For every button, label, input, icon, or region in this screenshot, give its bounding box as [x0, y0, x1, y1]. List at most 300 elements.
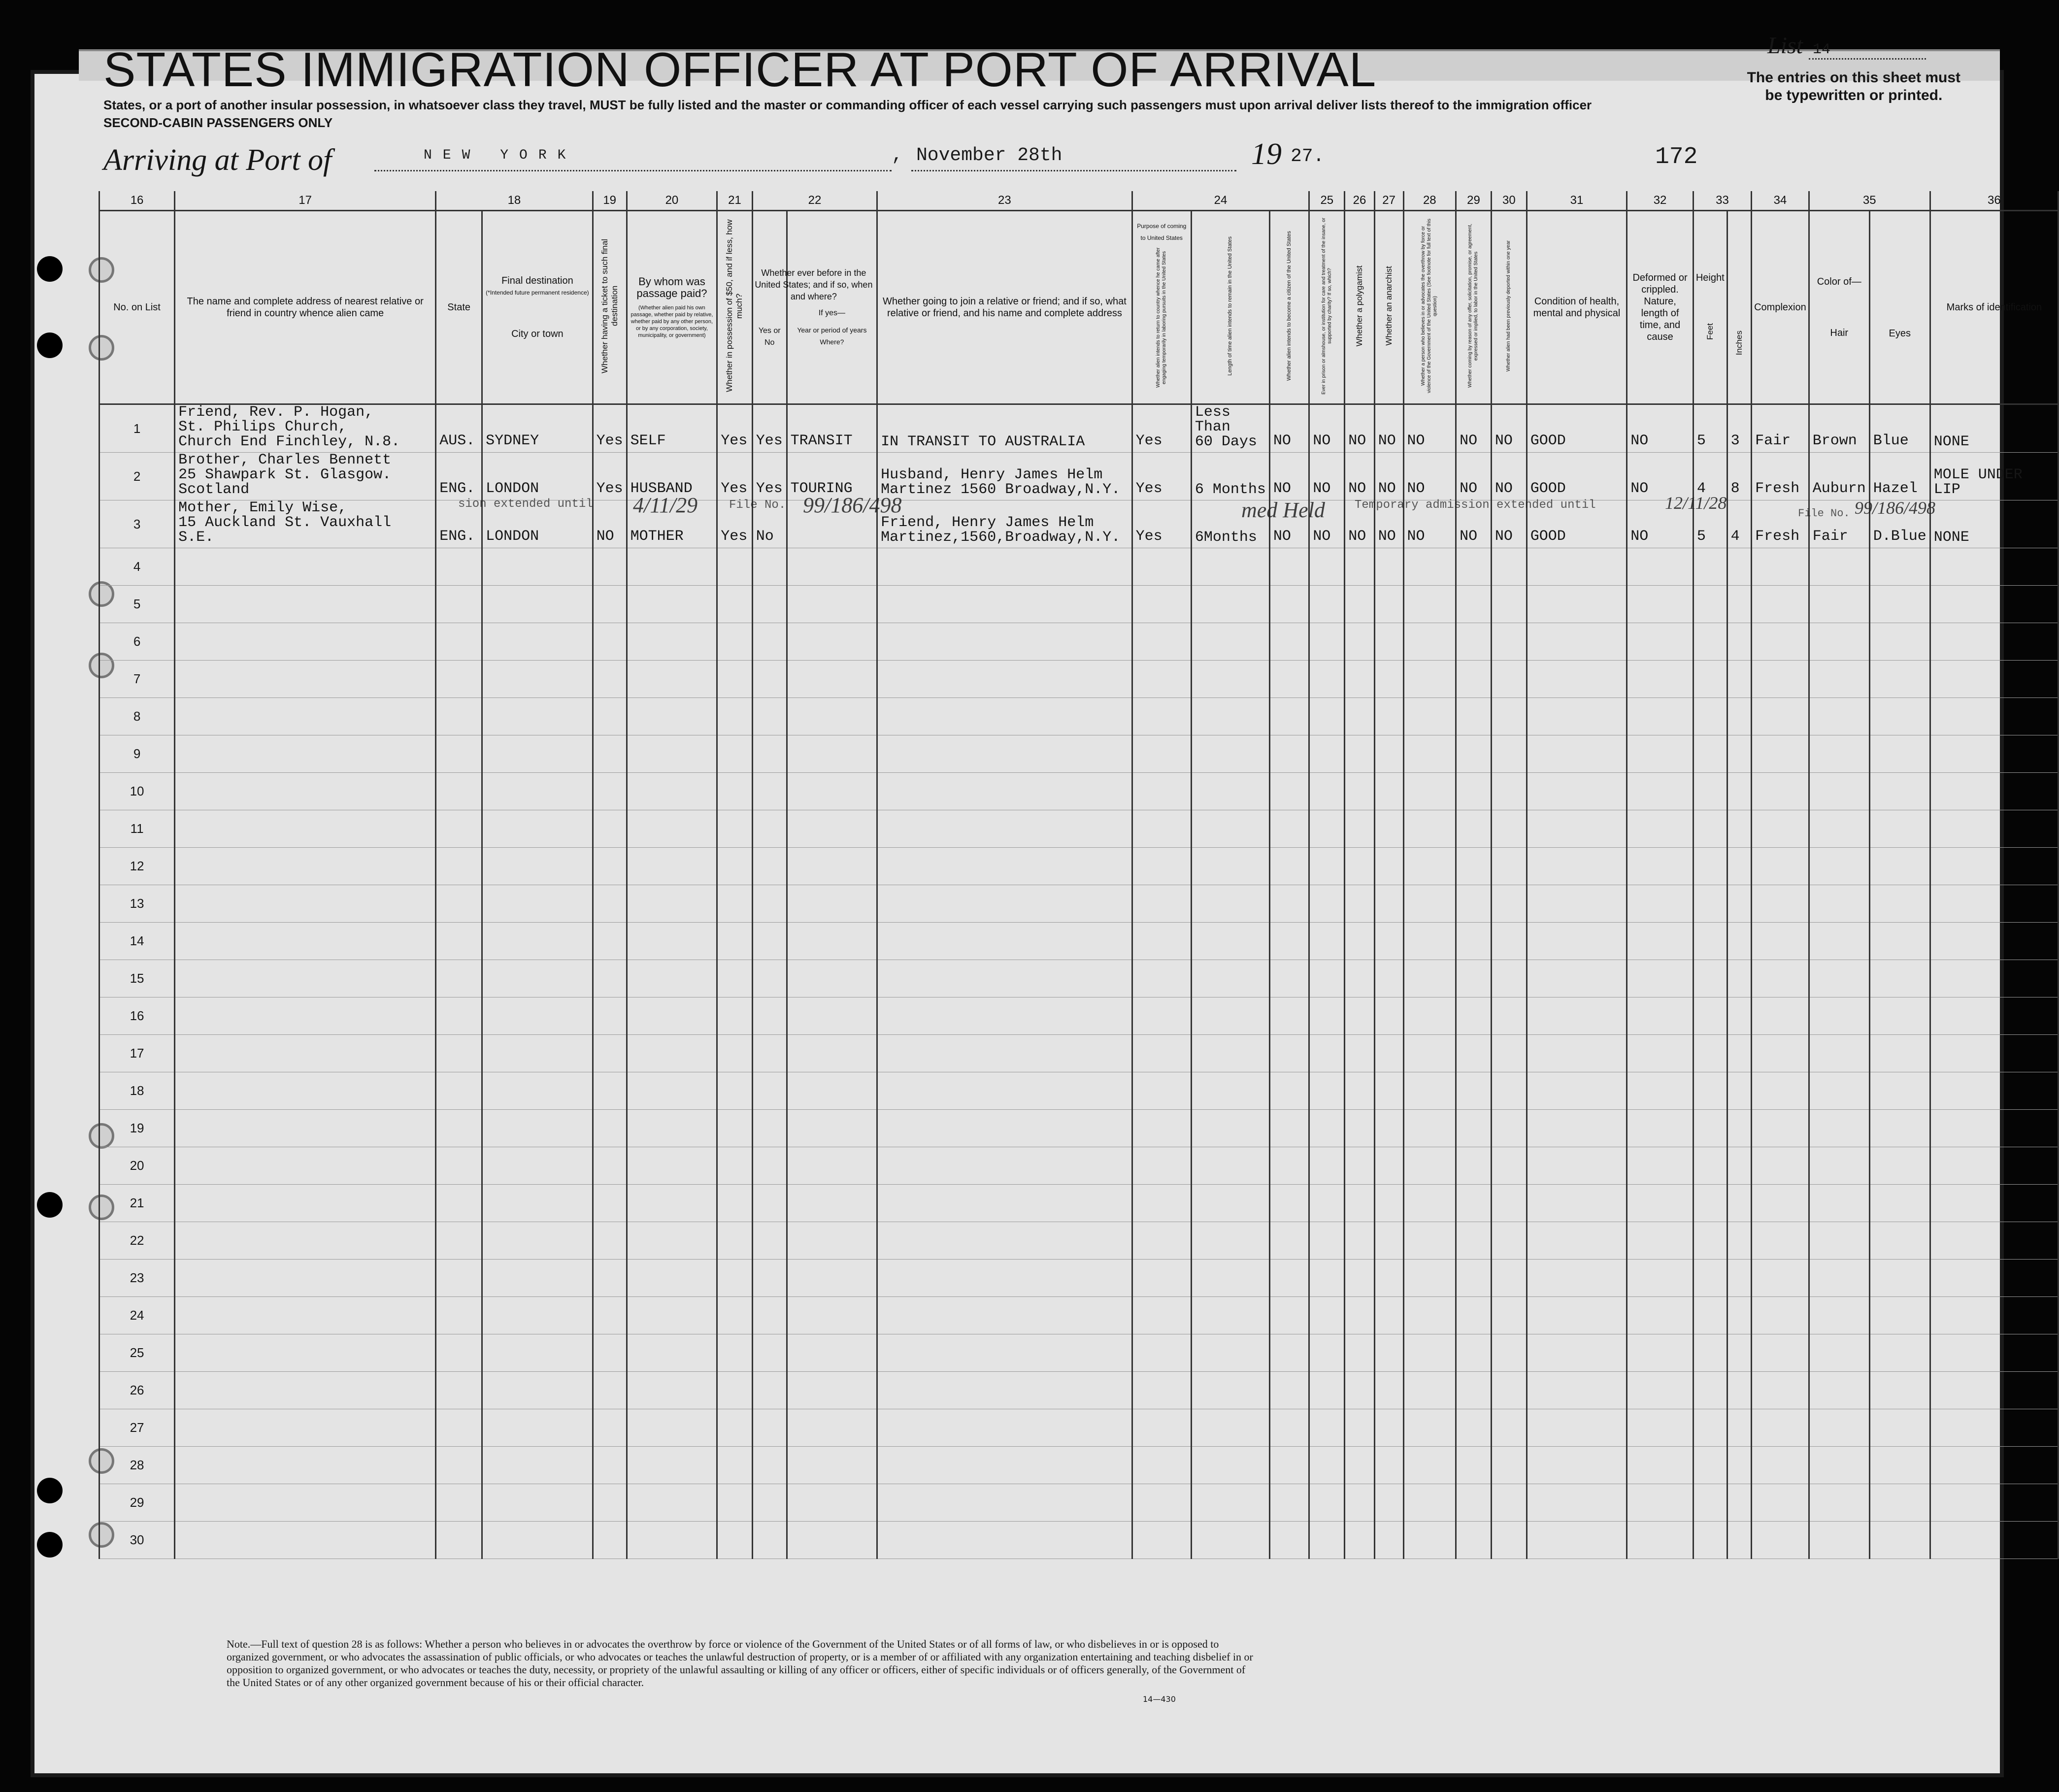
- manifest-row: [100, 404, 2059, 453]
- cell-polygamist: NO: [1345, 453, 1375, 500]
- empty-cell: [1869, 735, 1930, 773]
- empty-cell: [627, 997, 717, 1035]
- empty-cell: [1403, 1035, 1456, 1072]
- empty-cell: [1627, 1484, 1694, 1522]
- empty-cell: [1869, 1260, 1930, 1297]
- stamp-extension-left: sion extended until: [458, 498, 593, 511]
- header-fifty-dollars-label: Whether in possession of $50, and if less, how much?: [725, 219, 744, 393]
- year-prefix: 19: [1251, 137, 1282, 171]
- line-number: 25: [100, 1334, 175, 1372]
- empty-manifest-row: [100, 1072, 2059, 1110]
- empty-cell: [1345, 623, 1375, 661]
- empty-cell: [1809, 810, 1869, 848]
- empty-cell: [877, 1147, 1132, 1185]
- empty-cell: [1627, 548, 1694, 586]
- empty-cell: [1809, 1409, 1869, 1447]
- empty-cell: [1132, 548, 1191, 586]
- cell-state: ENG.: [436, 453, 482, 500]
- empty-cell: [482, 1372, 593, 1409]
- header-height-feet: [1693, 211, 1727, 404]
- empty-cell: [1191, 923, 1269, 960]
- empty-cell: [175, 698, 436, 735]
- empty-cell: [1869, 1522, 1930, 1559]
- empty-cell: [877, 698, 1132, 735]
- empty-cell: [593, 1297, 627, 1334]
- col-number-18: 18: [436, 191, 593, 211]
- empty-cell: [1309, 810, 1345, 848]
- empty-cell: [1809, 848, 1869, 885]
- empty-cell: [482, 1334, 593, 1372]
- empty-cell: [1456, 661, 1492, 698]
- empty-cell: [436, 661, 482, 698]
- header-polygamist-label: Whether a polygamist: [1354, 265, 1364, 347]
- empty-cell: [1693, 1484, 1727, 1522]
- empty-cell: [717, 1147, 753, 1185]
- empty-cell: [1752, 548, 1809, 586]
- empty-cell: [482, 735, 593, 773]
- empty-cell: [1345, 548, 1375, 586]
- empty-cell: [752, 1334, 787, 1372]
- header-feet-label: Feet: [1705, 323, 1715, 340]
- empty-cell: [593, 586, 627, 623]
- empty-cell: [1809, 1447, 1869, 1484]
- empty-cell: [1269, 1334, 1309, 1372]
- empty-cell: [175, 1484, 436, 1522]
- empty-cell: [1191, 661, 1269, 698]
- empty-cell: [1752, 1409, 1809, 1447]
- cell-polygamist: NO: [1345, 404, 1375, 453]
- empty-manifest-row: [100, 1522, 2059, 1559]
- line-number: 19: [100, 1110, 175, 1147]
- empty-cell: [1727, 1035, 1751, 1072]
- empty-cell: [1403, 1522, 1456, 1559]
- empty-cell: [627, 661, 717, 698]
- empty-manifest-row: [100, 1334, 2059, 1372]
- empty-cell: [1491, 1185, 1527, 1222]
- cell-ticket: Yes: [593, 453, 627, 500]
- empty-cell: [1627, 735, 1694, 773]
- stamp-file-label-left: File No.: [729, 498, 786, 512]
- empty-cell: [1191, 848, 1269, 885]
- empty-cell: [1930, 1222, 2058, 1260]
- empty-cell: [1403, 848, 1456, 885]
- header-joining: Whether going to join a relative or friend; and if so, what relative or friend, and his name and complete address: [877, 211, 1132, 404]
- empty-cell: [1930, 1035, 2058, 1072]
- empty-cell: [1693, 735, 1727, 773]
- cell-inches: 3: [1727, 404, 1751, 453]
- empty-cell: [482, 1072, 593, 1110]
- empty-cell: [717, 623, 753, 661]
- header-no-on-list: No. on List: [100, 211, 175, 404]
- empty-cell: [1403, 586, 1456, 623]
- empty-cell: [1269, 1035, 1309, 1072]
- cell-q28: NO: [1403, 453, 1456, 500]
- empty-cell: [1403, 1222, 1456, 1260]
- empty-cell: [1869, 698, 1930, 735]
- empty-cell: [1403, 1297, 1456, 1334]
- empty-cell: [175, 1072, 436, 1110]
- empty-cell: [1345, 661, 1375, 698]
- empty-cell: [1869, 1222, 1930, 1260]
- empty-cell: [787, 1222, 877, 1260]
- cell-marks: MOLE UNDER LIP: [1930, 453, 2058, 500]
- empty-cell: [1930, 1447, 2058, 1484]
- empty-cell: [1527, 1147, 1627, 1185]
- cell-city: LONDON: [482, 453, 593, 500]
- empty-cell: [877, 586, 1132, 623]
- empty-cell: [1309, 997, 1345, 1035]
- empty-cell: [1345, 997, 1375, 1035]
- empty-cell: [593, 661, 627, 698]
- empty-cell: [1527, 1372, 1627, 1409]
- empty-cell: [1403, 623, 1456, 661]
- empty-cell: [436, 997, 482, 1035]
- binder-hole: [37, 256, 63, 282]
- empty-cell: [787, 735, 877, 773]
- empty-cell: [482, 1484, 593, 1522]
- empty-cell: [1309, 623, 1345, 661]
- empty-cell: [436, 1447, 482, 1484]
- header-marks: Marks of identification: [1930, 211, 2058, 404]
- empty-cell: [787, 960, 877, 997]
- empty-cell: [1930, 1484, 2058, 1522]
- empty-cell: [1752, 997, 1809, 1035]
- empty-cell: [787, 1447, 877, 1484]
- cell-feet: 5: [1693, 500, 1727, 548]
- empty-cell: [877, 1447, 1132, 1484]
- empty-cell: [1809, 1334, 1869, 1372]
- empty-cell: [1374, 997, 1403, 1035]
- empty-cell: [175, 848, 436, 885]
- empty-cell: [1309, 1372, 1345, 1409]
- empty-cell: [787, 623, 877, 661]
- header-deformed: Deformed or crippled. Nature, length of time, and cause: [1627, 211, 1694, 404]
- header-state: [436, 211, 482, 404]
- empty-cell: [787, 1297, 877, 1334]
- empty-cell: [1527, 1222, 1627, 1260]
- empty-cell: [752, 1522, 787, 1559]
- empty-cell: [1269, 997, 1309, 1035]
- empty-cell: [1345, 960, 1375, 997]
- empty-cell: [1374, 1522, 1403, 1559]
- empty-manifest-row: [100, 1222, 2059, 1260]
- cell-before-yn: No: [752, 500, 787, 548]
- empty-cell: [1403, 1110, 1456, 1147]
- empty-cell: [1752, 773, 1809, 810]
- header-citizen-label: Whether alien intends to become a citizen of the United States: [1286, 231, 1293, 381]
- empty-cell: [627, 1334, 717, 1372]
- empty-cell: [1627, 1110, 1694, 1147]
- empty-cell: [1627, 623, 1694, 661]
- header-prison: [1309, 211, 1345, 404]
- empty-cell: [1930, 1334, 2058, 1372]
- empty-cell: [1491, 623, 1527, 661]
- empty-cell: [482, 1185, 593, 1222]
- empty-cell: [1869, 1409, 1930, 1447]
- empty-cell: [1693, 698, 1727, 735]
- cell-inches: 4: [1727, 500, 1751, 548]
- empty-cell: [1930, 1110, 2058, 1147]
- empty-cell: [1345, 1222, 1375, 1260]
- empty-cell: [627, 1185, 717, 1222]
- empty-cell: [752, 623, 787, 661]
- empty-cell: [1456, 735, 1492, 773]
- empty-cell: [1491, 1260, 1527, 1297]
- empty-cell: [627, 623, 717, 661]
- empty-cell: [1752, 923, 1809, 960]
- empty-cell: [1456, 1409, 1492, 1447]
- empty-cell: [1491, 810, 1527, 848]
- empty-cell: [752, 848, 787, 885]
- empty-cell: [1456, 1110, 1492, 1147]
- empty-cell: [1869, 1110, 1930, 1147]
- empty-cell: [1456, 1185, 1492, 1222]
- cell-relative: Mother, Emily Wise, 15 Auckland St. Vauxhall S.E.: [175, 500, 436, 548]
- empty-cell: [787, 661, 877, 698]
- col-number-19: 19: [593, 191, 627, 211]
- empty-manifest-row: [100, 1110, 2059, 1147]
- empty-cell: [1269, 1484, 1309, 1522]
- empty-cell: [1191, 1147, 1269, 1185]
- empty-cell: [1374, 810, 1403, 848]
- empty-cell: [1752, 810, 1809, 848]
- col-number-20: 20: [627, 191, 717, 211]
- line-number: 29: [100, 1484, 175, 1522]
- empty-cell: [1345, 1035, 1375, 1072]
- empty-cell: [1132, 1147, 1191, 1185]
- col-number-35: 35: [1809, 191, 1930, 211]
- empty-cell: [752, 923, 787, 960]
- empty-cell: [1456, 885, 1492, 923]
- empty-cell: [1693, 1409, 1727, 1447]
- empty-cell: [1374, 1372, 1403, 1409]
- form-number: 14—430: [1143, 1694, 1176, 1704]
- empty-cell: [1132, 1297, 1191, 1334]
- empty-cell: [1269, 1522, 1309, 1559]
- empty-cell: [436, 1147, 482, 1185]
- empty-cell: [1693, 623, 1727, 661]
- empty-cell: [482, 810, 593, 848]
- empty-cell: [1527, 623, 1627, 661]
- empty-cell: [1309, 923, 1345, 960]
- empty-cell: [1627, 1222, 1694, 1260]
- empty-cell: [593, 885, 627, 923]
- empty-cell: [1309, 1222, 1345, 1260]
- date-value: November 28th: [916, 145, 1063, 166]
- empty-cell: [1309, 960, 1345, 997]
- empty-cell: [1309, 1484, 1345, 1522]
- header-before-us-label: Whether ever before in the United States; and if so, when and where?: [755, 268, 873, 301]
- empty-cell: [1374, 1447, 1403, 1484]
- empty-cell: [1930, 735, 2058, 773]
- empty-cell: [1809, 586, 1869, 623]
- empty-cell: [877, 1185, 1132, 1222]
- empty-cell: [1869, 1447, 1930, 1484]
- intro-line-1: States, or a port of another insular possession, in whatsoever class they travel, MUST be fully listed and the master or commanding officer of each vessel carrying such passengers must upon arrival deliver lists thereof to the immigration officer: [103, 98, 1592, 112]
- empty-cell: [877, 1072, 1132, 1110]
- empty-cell: [1527, 661, 1627, 698]
- empty-cell: [1456, 1147, 1492, 1185]
- cell-no: 3: [100, 500, 175, 548]
- empty-cell: [1345, 885, 1375, 923]
- empty-cell: [1527, 1035, 1627, 1072]
- empty-cell: [1403, 1260, 1456, 1297]
- empty-cell: [593, 960, 627, 997]
- cell-feet: 5: [1693, 404, 1727, 453]
- empty-cell: [175, 810, 436, 848]
- cell-hair: Fair: [1809, 500, 1869, 548]
- empty-cell: [1374, 1147, 1403, 1185]
- empty-cell: [1627, 1447, 1694, 1484]
- intro-line-2: SECOND-CABIN PASSENGERS ONLY: [103, 115, 333, 130]
- empty-cell: [717, 1222, 753, 1260]
- empty-cell: [1403, 885, 1456, 923]
- empty-manifest-row: [100, 1260, 2059, 1297]
- empty-cell: [1727, 1147, 1751, 1185]
- empty-cell: [593, 698, 627, 735]
- empty-cell: [1869, 1372, 1930, 1409]
- empty-cell: [1752, 735, 1809, 773]
- empty-cell: [1374, 586, 1403, 623]
- empty-cell: [436, 623, 482, 661]
- empty-cell: [752, 1260, 787, 1297]
- empty-cell: [1869, 885, 1930, 923]
- manifest-row: [100, 500, 2059, 548]
- empty-cell: [1930, 1297, 2058, 1334]
- empty-cell: [1930, 997, 2058, 1035]
- empty-cell: [1132, 1222, 1191, 1260]
- empty-cell: [1309, 698, 1345, 735]
- empty-cell: [436, 773, 482, 810]
- empty-cell: [436, 1484, 482, 1522]
- empty-cell: [1374, 1484, 1403, 1522]
- empty-cell: [1191, 1297, 1269, 1334]
- empty-cell: [482, 1222, 593, 1260]
- empty-cell: [593, 1110, 627, 1147]
- empty-cell: [1345, 1260, 1375, 1297]
- empty-cell: [1693, 1447, 1727, 1484]
- cell-deformed: NO: [1627, 453, 1694, 500]
- empty-cell: [1527, 1260, 1627, 1297]
- empty-cell: [1809, 1372, 1869, 1409]
- binder-hole: [37, 1478, 63, 1503]
- empty-cell: [1374, 1185, 1403, 1222]
- empty-cell: [717, 548, 753, 586]
- empty-cell: [1809, 773, 1869, 810]
- empty-cell: [1403, 1372, 1456, 1409]
- empty-cell: [1809, 1522, 1869, 1559]
- empty-cell: [1132, 1072, 1191, 1110]
- header-deported-label: Whether alien had been previously deported within one year: [1506, 240, 1512, 372]
- line-number: 24: [100, 1297, 175, 1334]
- empty-cell: [175, 1297, 436, 1334]
- cell-complexion: Fair: [1752, 404, 1809, 453]
- empty-cell: [627, 1297, 717, 1334]
- empty-cell: [593, 923, 627, 960]
- form-intro: [103, 96, 1592, 132]
- empty-cell: [1269, 885, 1309, 923]
- empty-cell: [1374, 698, 1403, 735]
- empty-cell: [593, 1222, 627, 1260]
- list-label: List: [1767, 33, 1803, 59]
- empty-cell: [1752, 661, 1809, 698]
- line-number: 26: [100, 1372, 175, 1409]
- empty-cell: [717, 661, 753, 698]
- empty-cell: [1930, 1185, 2058, 1222]
- header-anarchist: [1374, 211, 1403, 404]
- empty-cell: [1869, 548, 1930, 586]
- empty-cell: [1269, 1297, 1309, 1334]
- empty-manifest-row: [100, 997, 2059, 1035]
- empty-cell: [1727, 1185, 1751, 1222]
- line-number: 16: [100, 997, 175, 1035]
- empty-cell: [1727, 997, 1751, 1035]
- col-number-24: 24: [1132, 191, 1309, 211]
- empty-cell: [1456, 623, 1492, 661]
- cell-hair: Auburn: [1809, 453, 1869, 500]
- empty-cell: [1132, 810, 1191, 848]
- empty-cell: [627, 735, 717, 773]
- line-number: 27: [100, 1409, 175, 1447]
- empty-cell: [787, 773, 877, 810]
- col-number-23: 23: [877, 191, 1132, 211]
- empty-cell: [1930, 1260, 2058, 1297]
- empty-cell: [1752, 1110, 1809, 1147]
- empty-cell: [1491, 1522, 1527, 1559]
- empty-cell: [877, 1372, 1132, 1409]
- empty-cell: [1527, 1334, 1627, 1372]
- empty-cell: [593, 548, 627, 586]
- empty-cell: [1527, 1072, 1627, 1110]
- empty-cell: [877, 623, 1132, 661]
- empty-cell: [593, 1035, 627, 1072]
- empty-cell: [1132, 661, 1191, 698]
- empty-cell: [1132, 735, 1191, 773]
- empty-cell: [1752, 1260, 1809, 1297]
- empty-cell: [1456, 1072, 1492, 1110]
- empty-cell: [482, 848, 593, 885]
- empty-cell: [1191, 586, 1269, 623]
- cell-joining: Husband, Henry James Helm Martinez 1560 Broadway,N.Y.: [877, 453, 1132, 500]
- cell-paid-by: HUSBAND: [627, 453, 717, 500]
- empty-cell: [1727, 1522, 1751, 1559]
- col-number-32: 32: [1627, 191, 1694, 211]
- cell-eyes: Hazel: [1869, 453, 1930, 500]
- empty-cell: [1627, 1297, 1694, 1334]
- empty-cell: [787, 1072, 877, 1110]
- cell-complexion: Fresh: [1752, 453, 1809, 500]
- empty-cell: [717, 923, 753, 960]
- empty-cell: [1491, 698, 1527, 735]
- line-number: 18: [100, 1072, 175, 1110]
- empty-cell: [1309, 1072, 1345, 1110]
- typewritten-note-line-2: be typewritten or printed.: [1765, 87, 1943, 103]
- empty-cell: [436, 1372, 482, 1409]
- empty-cell: [1727, 810, 1751, 848]
- empty-cell: [1527, 1409, 1627, 1447]
- empty-cell: [1132, 1522, 1191, 1559]
- empty-cell: [752, 586, 787, 623]
- empty-cell: [1527, 548, 1627, 586]
- cell-relative: Friend, Rev. P. Hogan, St. Philips Church, Church End Finchley, N.8.: [175, 404, 436, 453]
- empty-cell: [1752, 1072, 1809, 1110]
- empty-cell: [1309, 1409, 1345, 1447]
- empty-cell: [1345, 1409, 1375, 1447]
- empty-cell: [752, 1110, 787, 1147]
- date-comma: ,: [892, 145, 903, 166]
- cell-prison: NO: [1309, 404, 1345, 453]
- empty-cell: [1727, 1447, 1751, 1484]
